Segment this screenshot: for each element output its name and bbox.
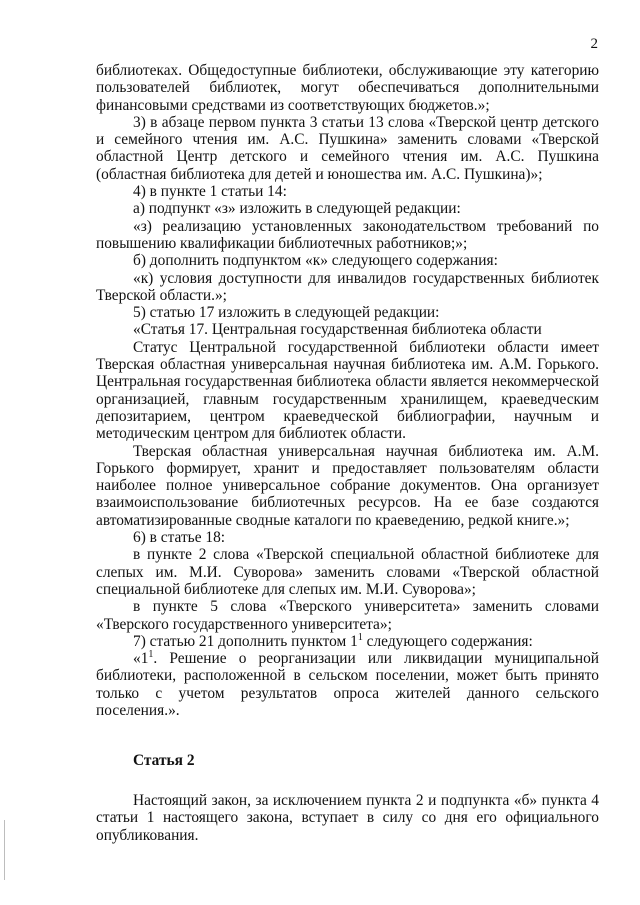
paragraph-item-7-quote [96,650,599,719]
paragraph-item-5: 5) статью 17 изложить в следующей редакции: [133,304,440,322]
paragraph-article-17-library: Тверская областная универсальная научная библиотека им. А.М. Горького формирует, хранит и предоставляет пользователям области наиболее полное универсальное собрание документов. Она организует взаимоиспользование библиотечных ресурсов. На ее базе создаются автоматизированные сводные каталоги по краеведению, редкой книге.»; [96,442,599,529]
article-2-paragraph: Настоящий закон, за исключением пункта 2 и подпункта «б» пункта 4 статьи 1 настоящего закона, вступает в силу со дня его официального опубликования. [96,792,599,844]
paragraph-item-6-point-2: в пункте 2 слова «Тверской специальной областной библиотеке для слепых им. М.И. Суворова» заменить словами «Тверской областной специальной библиотеке для слепых им. М.И. Суворова»; [96,546,599,598]
paragraph-article-17-title: «Статья 17. Центральная государственная библиотека области [133,321,542,339]
item-7-quote-superscript: 1 [148,649,154,661]
paragraph-subitem-b: б) дополнить подпунктом «к» следующего содержания: [133,252,498,270]
paragraph-item-4: 4) в пункте 1 статьи 14: [133,183,287,201]
article-2-heading: Статья 2 [133,752,195,769]
item-7-text-end: следующего содержания: [362,632,533,650]
paragraph-item-3: 3) в абзаце первом пункта 3 статьи 13 слова «Тверской центр детского и семейного чтения им. А.С. Пушкина» заменить словами «Тверской областной Центр детского и семейного чтения им. А.С. Пушкина (областная библиотека для детей и юношества им. А.С. Пушкина)»; [96,113,599,183]
item-7-text: 7) статью 21 дополнить пунктом 1 [133,632,358,650]
item-7-quote-start: «1 [133,650,149,668]
paragraph-item-7 [96,633,599,650]
paragraph-quote-k: «к) условия доступности для инвалидов государственных библиотек Тверской области.»; [96,269,599,304]
paragraph-item-6: 6) в статье 18: [133,529,226,547]
paragraph-continuation: библиотеках. Общедоступные библиотеки, обслуживающие эту категорию пользователей библиотек, могут обеспечиваться дополнительными финансовыми средствами из соответствующих бюджетов.»; [96,62,599,114]
scan-margin-line [4,820,5,880]
paragraph-item-6-point-5: в пункте 5 слова «Тверского университета» заменить словами «Тверского государственного университета»; [96,598,599,633]
item-7-superscript: 1 [357,631,363,643]
paragraph-subitem-a: а) подпункт «з» изложить в следующей редакции: [133,200,461,218]
page-number: 2 [590,36,598,52]
paragraph-article-17-status: Статус Центральной государственной библиотеки области имеет Тверская областная универсальная научная библиотека им. А.М. Горького. Центральная государственная библиотека области является некоммерческой организацией, главным государственным хранилищем, краеведческим депозитарием, центром краеведческой библиографии, научным и методическим центром для библиотек области. [96,338,599,443]
paragraph-quote-z: «з) реализацию установленных законодательством требований по повышению квалификации библиотечных работников;»; [96,217,599,252]
document-body [96,62,599,719]
article-2-body [96,792,599,844]
item-7-quote-text: . Решение о реорганизации или ликвидации муниципальной библиотеки, расположенной в сельском поселении, может быть принято только с учетом результатов опроса жителей данного сельского поселения.». [96,650,599,719]
